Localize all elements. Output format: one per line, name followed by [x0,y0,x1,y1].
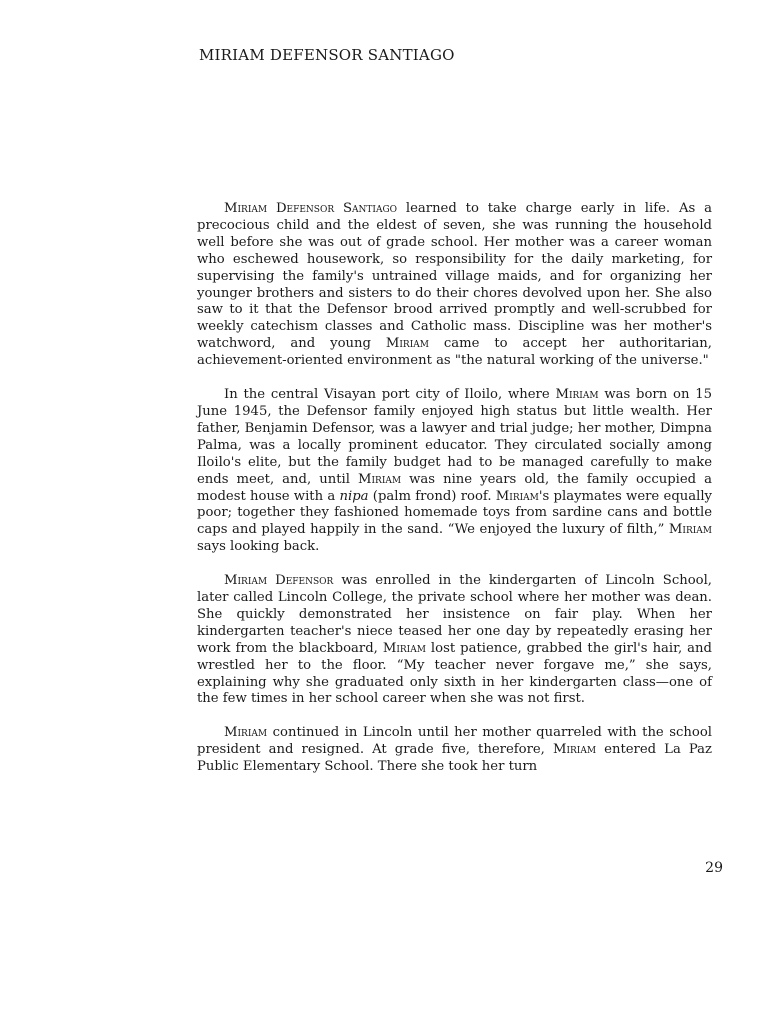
paragraph-3 [197,573,712,708]
paragraph-text: In the central Visayan port city of Iloilo, where [224,387,556,403]
name-smallcaps: Miriam [668,522,712,538]
paragraph-text: was nine years old, the family occupied a modest house with a [197,471,712,504]
paragraph-text: lost patience, grabbed the girl's hair, and wrestled her to the floor. “My teacher never forgave me,” she says, explaining why she graduated only sixth in her kindergarten class—one of the few times in her school career when she was not first. [197,640,712,707]
running-head-title: MIRIAM DEFENSOR SANTIAGO [199,46,455,64]
paragraph-text: came to accept her authoritarian, achievement-oriented environment as "the natural working of the universe." [197,336,712,369]
paragraph-text: 's playmates were equally poor; together they fashioned homemade toys from sardine cans and bottle caps and played happily in the sand. “We enjoyed the luxury of filth,” [197,488,712,538]
page-number: 29 [705,860,723,876]
name-smallcaps: Miriam Defensor Santiago [224,201,398,216]
paragraph-2 [197,387,712,556]
name-smallcaps: Miriam Defensor [224,573,334,589]
paragraph-text: learned to take charge early in life. As a precocious child and the eldest of seven, she was running the household well before she was out of grade school. Her mother was a career woman who eschewed housework, so responsibility for the daily marketing, for supervising the family's untrained village maids, and for organizing her younger brothers and sisters to do their chores devolved upon her. She also saw to it that the Defensor brood arrived promptly and well-scrubbed for weekly catechism classes and Catholic mass. Discipline was her mother's watchword, and young [197,201,712,352]
name-smallcaps: Miriam [495,488,539,504]
paragraph-1 [197,201,712,370]
paragraph-text: was enrolled in the kindergarten of Lincoln School, later called Lincoln College, the private school where her mother was dean. She quickly demonstrated her insistence on fair play. When her kindergarten teacher's niece teased her one day by repeatedly erasing her work from the blackboard, [197,573,713,656]
name-smallcaps: Miriam [382,640,426,656]
name-smallcaps: Miriam [224,725,268,741]
italic-word: nipa [339,488,369,504]
paragraph-text: says looking back. [197,539,320,555]
paragraph-text: entered La Paz Public Elementary School. There she took her turn [197,742,712,775]
paragraph-4 [197,725,712,776]
name-smallcaps: Miriam [357,471,402,487]
name-smallcaps: Miriam [552,742,597,758]
body-text [197,201,712,793]
paragraph-text: continued in Lincoln until her mother quarreled with the school president and resigned. At grade five, therefore, [197,725,712,758]
name-smallcaps: Miriam [385,336,429,352]
paragraph-text: (palm frond) roof. [368,488,496,504]
paragraph-text: was born on 15 June 1945, the Defensor family enjoyed high status but little wealth. Her father, Benjamin Defensor, was a lawyer and trial judge; her mother, Dimpna Palma, was a locally prominent educator. They circulated socially among Iloilo's elite, but the family budget had to be managed carefully to make ends meet, and, until [197,387,713,487]
name-smallcaps: Miriam [555,387,599,403]
